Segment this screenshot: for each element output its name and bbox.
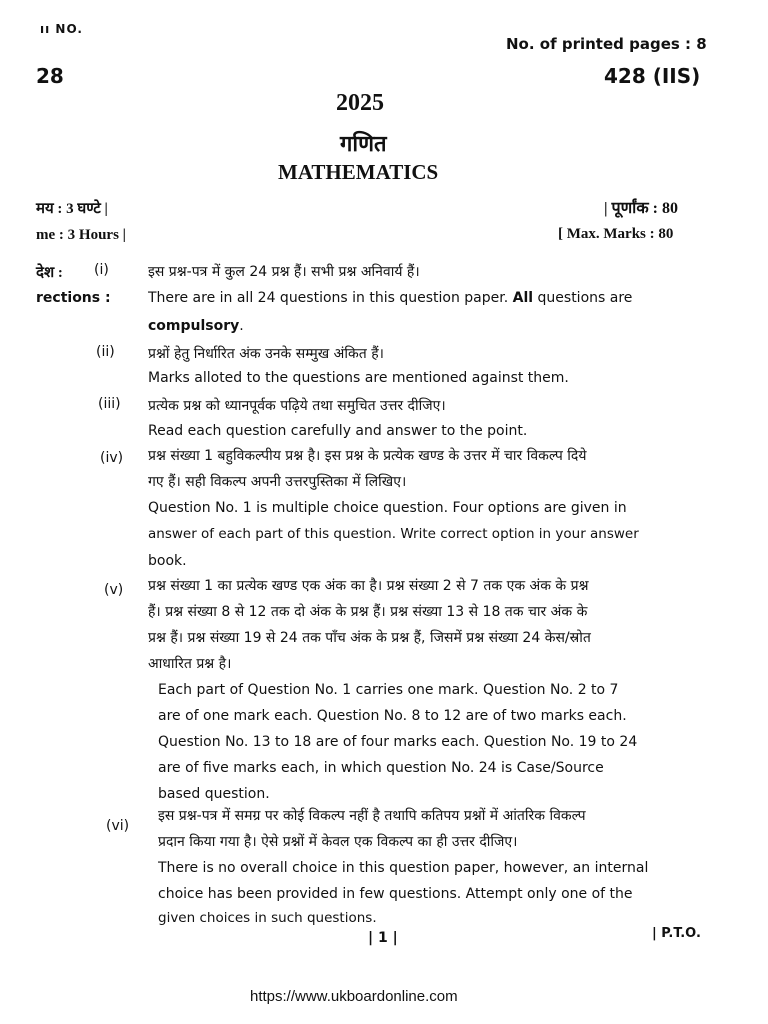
- instruction-english-line: There is no overall choice in this question paper, however, an internal: [158, 860, 649, 876]
- marks-hindi: | पूर्णांक : 80: [604, 200, 678, 217]
- marks-english: [ Max. Marks : 80: [558, 226, 674, 242]
- instruction-english-line: given choices in such questions.: [158, 910, 377, 926]
- instruction-english-line: choice has been provided in few questions. Attempt only one of the: [158, 886, 633, 902]
- instruction-hindi-line: प्रश्न हैं। प्रश्न संख्या 19 से 24 तक पाँच अंक के प्रश्न हैं, जिसमें प्रश्न संख्या 24 केस/स्रोत: [148, 630, 591, 646]
- page-number: | 1 |: [368, 930, 398, 946]
- instruction-english-line: Each part of Question No. 1 carries one mark. Question No. 2 to 7: [158, 682, 619, 698]
- instruction-number: (iv): [100, 450, 124, 466]
- roll-number-label: ıı NO.: [40, 22, 83, 36]
- instruction-english-line: book.: [148, 553, 187, 569]
- please-turn-over: | P.T.O.: [652, 926, 701, 941]
- instruction-number: (i): [94, 262, 109, 278]
- instruction-hindi-line: आधारित प्रश्न है।: [148, 656, 232, 672]
- instruction-hindi-line: प्रश्न संख्या 1 बहुविकल्पीय प्रश्न है। इस प्रश्न के प्रत्येक खण्ड के उत्तर में चार विकल्प दिये: [148, 448, 587, 464]
- instructions-label-english: rections :: [36, 290, 111, 306]
- instruction-english-line: answer of each part of this question. Write correct option in your answer: [148, 526, 639, 542]
- instruction-english-line: are of five marks each, in which question No. 24 is Case/Source: [158, 760, 604, 776]
- instruction-hindi-line: प्रत्येक प्रश्न को ध्यानपूर्वक पढ़िये तथा समुचित उत्तर दीजिए।: [148, 398, 446, 414]
- instruction-english-line: There are in all 24 questions in this question paper. All questions are: [148, 290, 633, 306]
- subject-hindi: गणित: [340, 132, 387, 157]
- instructions-label-hindi: देश :: [36, 265, 63, 281]
- paper-code: 428 (IIS): [604, 64, 701, 88]
- instruction-number: (ii): [96, 344, 115, 360]
- exam-year: 2025: [336, 90, 384, 116]
- instruction-number: (v): [104, 582, 124, 598]
- instruction-english-line: are of one mark each. Question No. 8 to 12 are of two marks each.: [158, 708, 627, 724]
- time-hindi: मय : 3 घण्टे |: [36, 201, 108, 217]
- subject-english: MATHEMATICS: [278, 160, 439, 184]
- instruction-number: (vi): [106, 818, 130, 834]
- printed-pages: No. of printed pages : 8: [506, 35, 707, 53]
- instruction-hindi-line: प्रदान किया गया है। ऐसे प्रश्नों में केवल एक विकल्प का ही उत्तर दीजिए।: [158, 834, 518, 850]
- left-code: 28: [36, 64, 64, 88]
- instruction-hindi-line: प्रश्न संख्या 1 का प्रत्येक खण्ड एक अंक का है। प्रश्न संख्या 2 से 7 तक एक अंक के प्रश्न: [148, 578, 589, 594]
- instruction-hindi-line: प्रश्नों हेतु निर्धारित अंक उनके सम्मुख अंकित हैं।: [148, 346, 384, 362]
- instruction-english-line: Marks alloted to the questions are mentioned against them.: [148, 370, 569, 386]
- time-english: me : 3 Hours |: [36, 227, 126, 243]
- instruction-english-line: Read each question carefully and answer to the point.: [148, 423, 528, 439]
- instruction-english-line: based question.: [158, 786, 270, 802]
- instruction-number: (iii): [98, 396, 121, 412]
- instruction-hindi-line: गए हैं। सही विकल्प अपनी उत्तरपुस्तिका में लिखिए।: [148, 474, 407, 490]
- instruction-english-line: Question No. 13 to 18 are of four marks each. Question No. 19 to 24: [158, 734, 638, 750]
- website-url: https://www.ukboardonline.com: [250, 988, 458, 1005]
- instruction-hindi-line: इस प्रश्न-पत्र में समग्र पर कोई विकल्प नहीं है तथापि कतिपय प्रश्नों में आंतरिक विकल्प: [158, 808, 586, 824]
- instruction-english-line: compulsory.: [148, 318, 244, 334]
- instruction-hindi-line: हैं। प्रश्न संख्या 8 से 12 तक दो अंक के प्रश्न हैं। प्रश्न संख्या 13 से 18 तक चार अंक के: [148, 604, 588, 620]
- instruction-hindi-line: इस प्रश्न-पत्र में कुल 24 प्रश्न हैं। सभी प्रश्न अनिवार्य हैं।: [148, 264, 420, 280]
- instruction-english-line: Question No. 1 is multiple choice question. Four options are given in: [148, 500, 627, 516]
